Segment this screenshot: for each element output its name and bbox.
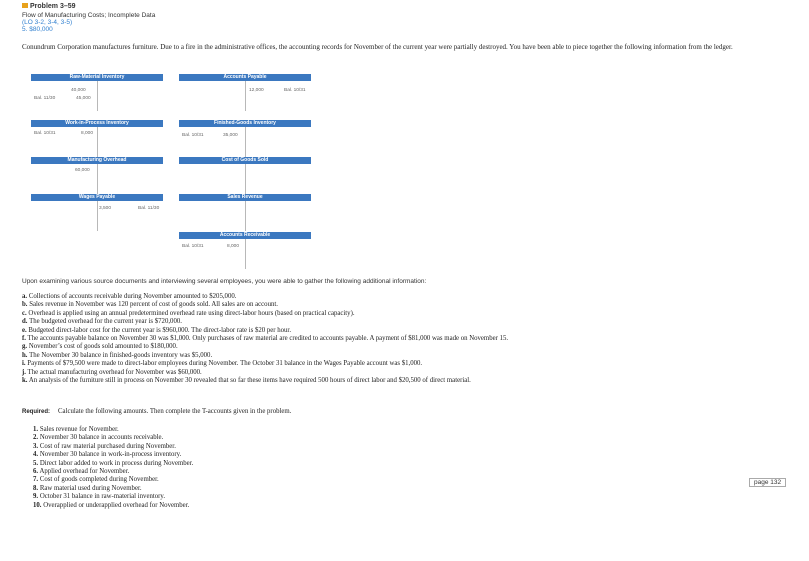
question-number: 8. <box>33 484 39 492</box>
fact-text: Payments of $79,500 were made to direct-labor employees during November. The October 31 balance in the Wages Payable account was $1,000. <box>27 360 423 368</box>
question-item <box>33 485 193 493</box>
fact-text: November’s cost of goods sold amounted to $180,000. <box>28 343 178 351</box>
taccount-title: Finished-Goods Inventory <box>179 120 311 127</box>
taccount-entry-label: Bal. 11/30 <box>34 96 56 101</box>
question-number: 3. <box>33 442 39 450</box>
taccount-divider <box>97 164 98 194</box>
question-number: 4. <box>33 451 39 459</box>
question-item <box>33 493 193 501</box>
taccount-title: Raw-Material Inventory <box>31 74 163 81</box>
fact-letter: a. <box>22 293 28 300</box>
fact-text: Collections of accounts receivable during November amounted to $205,000. <box>28 293 237 300</box>
question-number: 7. <box>33 476 39 484</box>
fact-item <box>22 360 802 368</box>
taccount-entry-label: Bal. 10/31 <box>284 88 306 93</box>
question-item <box>33 426 193 434</box>
question-item <box>33 502 193 510</box>
taccount-entry-label: Bal. 10/31 <box>182 244 204 249</box>
taccount-title: Work-in-Process Inventory <box>31 120 163 127</box>
fact-letter: b. <box>22 301 28 309</box>
intro-paragraph: Conundrum Corporation manufactures furniture. Due to a fire in the administrative offices, the accounting records for November of the current year were partially destroyed. You have been able to piece together the following information from the ledger. <box>22 43 733 51</box>
required-section <box>22 408 291 415</box>
fact-text: An analysis of the furniture still in process on November 30 revealed that so far these items have required 500 hours of direct labor and $20,500 of direct material. <box>28 377 471 385</box>
fact-text: Sales revenue in November was 120 percent of cost of goods sold. All sales are on account. <box>29 301 278 309</box>
question-number: 9. <box>33 493 39 501</box>
question-text: Direct labor added to work in process during November. <box>39 459 194 467</box>
fact-letter: g. <box>22 343 28 351</box>
question-text: Sales revenue for November. <box>39 426 119 433</box>
taccount-entry-value: 12,000 <box>249 88 264 93</box>
fact-letter: j. <box>22 368 26 376</box>
taccount-entry-value: 45,000 <box>76 96 91 101</box>
fact-text: Budgeted direct-labor cost for the current year is $960,000. The direct-labor rate is $20 per hour. <box>28 326 292 334</box>
fact-item <box>22 352 802 360</box>
taccount-divider <box>245 239 246 269</box>
question-item <box>33 451 193 459</box>
fact-letter: h. <box>22 351 28 359</box>
question-number: 6. <box>33 468 39 476</box>
taccount-work-in-process-inventory <box>31 120 163 160</box>
problem-square-icon <box>22 3 28 8</box>
question-text: Cost of raw material purchased during November. <box>39 442 176 450</box>
taccount-entry-value: 3,500 <box>99 206 112 211</box>
question-item <box>33 434 193 442</box>
fact-text: The budgeted overhead for the current year is $720,000. <box>29 318 182 326</box>
fact-text: The November 30 balance in finished-goods inventory was $5,000. <box>29 351 213 359</box>
question-item <box>33 476 193 484</box>
question-number: 1. <box>33 426 39 433</box>
fact-text: The actual manufacturing overhead for November was $60,000. <box>27 368 202 376</box>
taccount-title: Cost of Goods Sold <box>179 157 311 164</box>
page-reference-badge: page 132 <box>749 478 786 487</box>
problem-subtitle: Flow of Manufacturing Costs; Incomplete Data <box>22 12 156 19</box>
taccount-title: Sales Revenue <box>179 194 311 201</box>
fact-text: Overhead is applied using an annual predetermined overhead rate using direct-labor hours (based on practical capacity). <box>28 309 355 317</box>
question-text: October 31 balance in raw-material inventory. <box>39 493 166 501</box>
fact-letter: c. <box>22 309 27 317</box>
question-text: November 30 balance in work-in-process inventory. <box>39 451 182 459</box>
questions-list <box>33 426 193 510</box>
taccount-sales-revenue <box>179 194 311 234</box>
question-item <box>33 443 193 451</box>
taccount-finished-goods-inventory <box>179 120 311 160</box>
question-number: 5. <box>33 459 39 467</box>
taccount-wages-payable <box>31 194 163 234</box>
taccount-divider <box>245 127 246 157</box>
fact-item <box>22 301 802 309</box>
answer-hint: 5. $80,000 <box>22 26 53 33</box>
taccount-entry-value: 35,000 <box>223 133 238 138</box>
fact-letter: f. <box>22 335 26 343</box>
question-item <box>33 460 193 468</box>
taccount-title: Accounts Payable <box>179 74 311 81</box>
question-text: November 30 balance in accounts receivable. <box>39 434 164 442</box>
fact-text: The accounts payable balance on November 30 was $1,000. Only purchases of raw material are credited to accounts payable. A payment of $81,000 was made on November 15. <box>27 335 509 343</box>
fact-item <box>22 377 802 385</box>
fact-item <box>22 318 802 326</box>
taccount-entry-value: 40,000 <box>71 88 86 93</box>
taccount-title: Manufacturing Overhead <box>31 157 163 164</box>
problem-title <box>22 2 76 10</box>
question-text: Overapplied or underapplied overhead for November. <box>43 501 190 509</box>
taccount-manufacturing-overhead <box>31 157 163 197</box>
taccount-raw-material-inventory <box>31 74 163 114</box>
fact-letter: k. <box>22 377 28 385</box>
fact-item <box>22 327 802 335</box>
taccount-entry-value: 60,000 <box>75 168 90 173</box>
taccount-accounts-payable <box>179 74 311 114</box>
taccount-title: Wages Payable <box>31 194 163 201</box>
taccount-entry-label: Bal. 11/30 <box>138 206 160 211</box>
fact-item <box>22 335 802 343</box>
question-text: Cost of goods completed during November. <box>39 476 159 484</box>
taccount-entry-value: 8,000 <box>81 131 94 136</box>
problem-title-text: Problem 3–59 <box>30 3 76 10</box>
facts-list <box>22 293 802 385</box>
fact-item <box>22 293 802 301</box>
taccount-divider <box>245 201 246 231</box>
taccount-title: Accounts Receivable <box>179 232 311 239</box>
question-item <box>33 468 193 476</box>
fact-item <box>22 310 802 318</box>
question-text: Raw material used during November. <box>39 484 142 492</box>
fact-item <box>22 343 802 351</box>
fact-letter: i. <box>22 360 26 368</box>
required-label: Required: <box>22 409 51 415</box>
taccount-entry-label: Bal. 10/31 <box>182 133 204 138</box>
taccount-cost-of-goods-sold <box>179 157 311 197</box>
taccount-accounts-receivable <box>179 232 311 272</box>
taccount-divider <box>97 81 98 111</box>
question-number: 10. <box>33 501 42 509</box>
fact-item <box>22 369 802 377</box>
question-text: Applied overhead for November. <box>39 468 130 476</box>
required-text: Calculate the following amounts. Then complete the T-accounts given in the problem. <box>58 408 292 415</box>
taccount-divider <box>245 164 246 194</box>
fact-letter: d. <box>22 318 28 326</box>
taccount-divider <box>97 201 98 231</box>
fact-letter: e. <box>22 326 27 334</box>
taccount-divider <box>245 81 246 111</box>
question-number: 2. <box>33 434 39 442</box>
taccount-divider <box>97 127 98 157</box>
additional-info-intro: Upon examining various source documents and interviewing several employees, you were able to gather the following additional information: <box>22 278 427 285</box>
learning-objectives-link[interactable]: (LO 3-2, 3-4, 3-5) <box>22 19 73 26</box>
taccount-entry-label: Bal. 10/31 <box>34 131 56 136</box>
taccount-entry-value: 8,000 <box>227 244 240 249</box>
